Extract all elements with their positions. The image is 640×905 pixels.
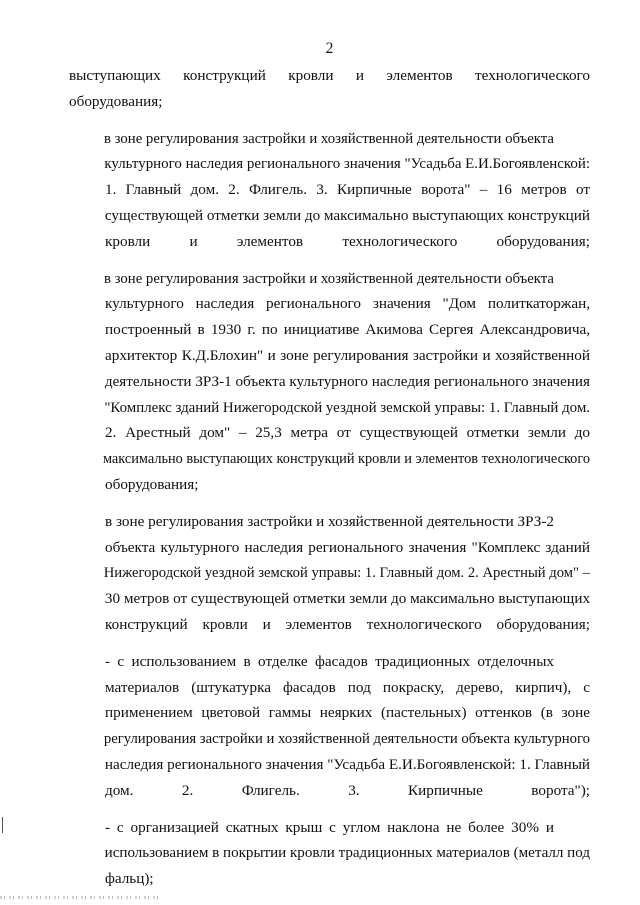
text-line: построенный в 1930 г. по инициативе Акимова Сергея Александровича, [105,321,590,339]
paragraph [69,63,590,115]
text-line: существующей отметки земли до максимально выступающих конструкций [104,206,591,224]
text-line: культурного наследия регионального значения "Дом политкаторжан, [105,295,590,313]
text-line: в зоне регулирования застройки и хозяйственной деятельности объекта [103,129,554,147]
paragraph [69,266,590,498]
text-line: материалов (штукатурка фасадов под покраску, дерево, кирпич), с [105,678,590,696]
text-line: фальц); [105,870,154,888]
document-body [69,63,590,903]
text-line: культурного наследия регионального значения "Усадьба Е.И.Богоявленской: [104,155,591,173]
text-line: 1. Главный дом. 2. Флигель. 3. Кирпичные ворота" – 16 метров от [105,181,590,199]
text-line: выступающих конструкций кровли и элементов технологического [69,67,590,84]
text-line: деятельности ЗРЗ-1 объекта культурного наследия регионального значения [104,372,590,390]
text-line: максимально выступающих конструкций кровли и элементов технологического [102,450,591,468]
text-line: в зоне регулирования застройки и хозяйственной деятельности объекта [103,269,554,287]
text-line: объекта культурного наследия регионального значения "Комплекс зданий [105,538,590,556]
paragraph [69,649,590,804]
text-line: оборудования; [69,92,163,110]
text-line: применением цветовой гаммы неярких (пастельных) оттенков (в зоне [105,704,590,722]
text-line: - с организацией скатных крыш с углом наклона не более 30% и [105,818,554,836]
page-number: 2 [325,40,334,57]
text-line: кровли и элементов технологического оборудования; [105,232,590,250]
text-line: в зоне регулирования застройки и хозяйственной деятельности ЗРЗ-2 [104,512,555,530]
paragraph [69,815,590,892]
text-line: "Комплекс зданий Нижегородской уездной земской управы: 1. Главный дом. [104,398,590,416]
text-line: 30 метров от существующей отметки земли до максимально выступающих [104,590,591,608]
scan-margin-mark [2,817,3,833]
text-line: использованием в покрытии кровли традиционных материалов (металл под [104,844,590,862]
text-line: регулирования застройки и хозяйственной деятельности объекта культурного [103,730,590,748]
text-line: - с использованием в отделке фасадов традиционных отделочных [105,652,554,670]
text-line: наследия регионального значения "Усадьба Е.И.Богоявленской: 1. Главный [104,755,590,773]
text-line: 2. Арестный дом" – 25,3 метра от существующей отметки земли до [105,424,591,442]
text-line: архитектор К.Д.Блохин" и зоне регулирования застройки и хозяйственной [105,346,591,364]
text-line: Нижегородской уездной земской управы: 1. Главный дом. 2. Арестный дом" – [103,564,590,582]
text-line: оборудования; [105,475,199,493]
text-line: конструкций кровли и элементов технологического оборудования; [105,615,590,633]
text-line: дом. 2. Флигель. 3. Кирпичные ворота"); [105,781,590,799]
scan-footer-artifact [0,896,160,899]
paragraph [69,126,590,255]
document-page [69,0,590,905]
paragraph [69,509,590,638]
